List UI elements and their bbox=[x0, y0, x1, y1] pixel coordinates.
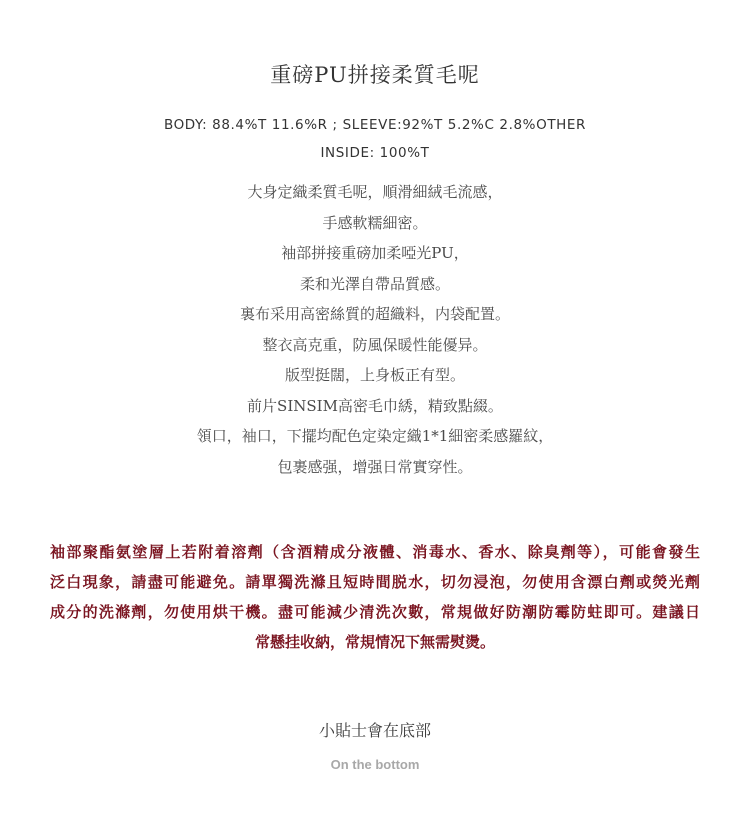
description-line: 袖部拼接重磅加柔啞光PU， bbox=[281, 244, 469, 262]
description-line: 前片SINSIM高密毛巾綉，精致點綴。 bbox=[247, 396, 503, 415]
composition-inside: INSIDE: 100%T bbox=[320, 145, 430, 161]
description-line: 領口，袖口，下擺均配色定染定織1*1細密柔感羅紋， bbox=[196, 427, 554, 445]
product-description bbox=[0, 177, 750, 482]
description-line: 手感軟糯細密。 bbox=[322, 213, 428, 232]
description-line: 大身定織柔質毛呢，順滑細絨毛流感， bbox=[247, 183, 503, 201]
care-notice-line: 袖部聚酯氨塗層上若附着溶劑（含酒精成分液體、消毒水、香水、除臭劑等），可能會發生 bbox=[50, 543, 700, 561]
tip-heading-chinese: 小貼士會在底部 bbox=[318, 721, 431, 740]
description-line: 柔和光澤自帶品質感。 bbox=[299, 274, 450, 293]
care-notice-line: 泛白現象，請盡可能避免。請單獨洗滌且短時間脱水，切勿浸泡，勿使用含漂白劑或熒光劑 bbox=[50, 573, 700, 591]
description-line: 整衣高克重，防風保暖性能優异。 bbox=[262, 335, 488, 354]
composition-body-sleeve: BODY: 88.4%T 11.6%R ; SLEEVE:92%T 5.2%C 2.8%OTHER bbox=[163, 117, 587, 133]
product-title: 重磅PU拼接柔質毛呢 bbox=[270, 63, 480, 87]
care-notice-line: 常懸挂收納，常規情况下無需熨燙。 bbox=[254, 633, 495, 651]
description-line: 版型挺闊，上身板正有型。 bbox=[284, 366, 465, 384]
care-notice-line: 成分的洗滌劑，勿使用烘干機。盡可能減少清洗次數，常規做好防潮防霉防蛀即可。建議日 bbox=[50, 603, 700, 621]
description-line: 包裹感强，增强日常實穿性。 bbox=[277, 457, 473, 476]
tip-heading-english: On the bottom bbox=[330, 757, 420, 772]
description-line: 裏布采用高密絲質的超織料，内袋配置。 bbox=[239, 305, 510, 323]
care-notice bbox=[50, 537, 700, 657]
